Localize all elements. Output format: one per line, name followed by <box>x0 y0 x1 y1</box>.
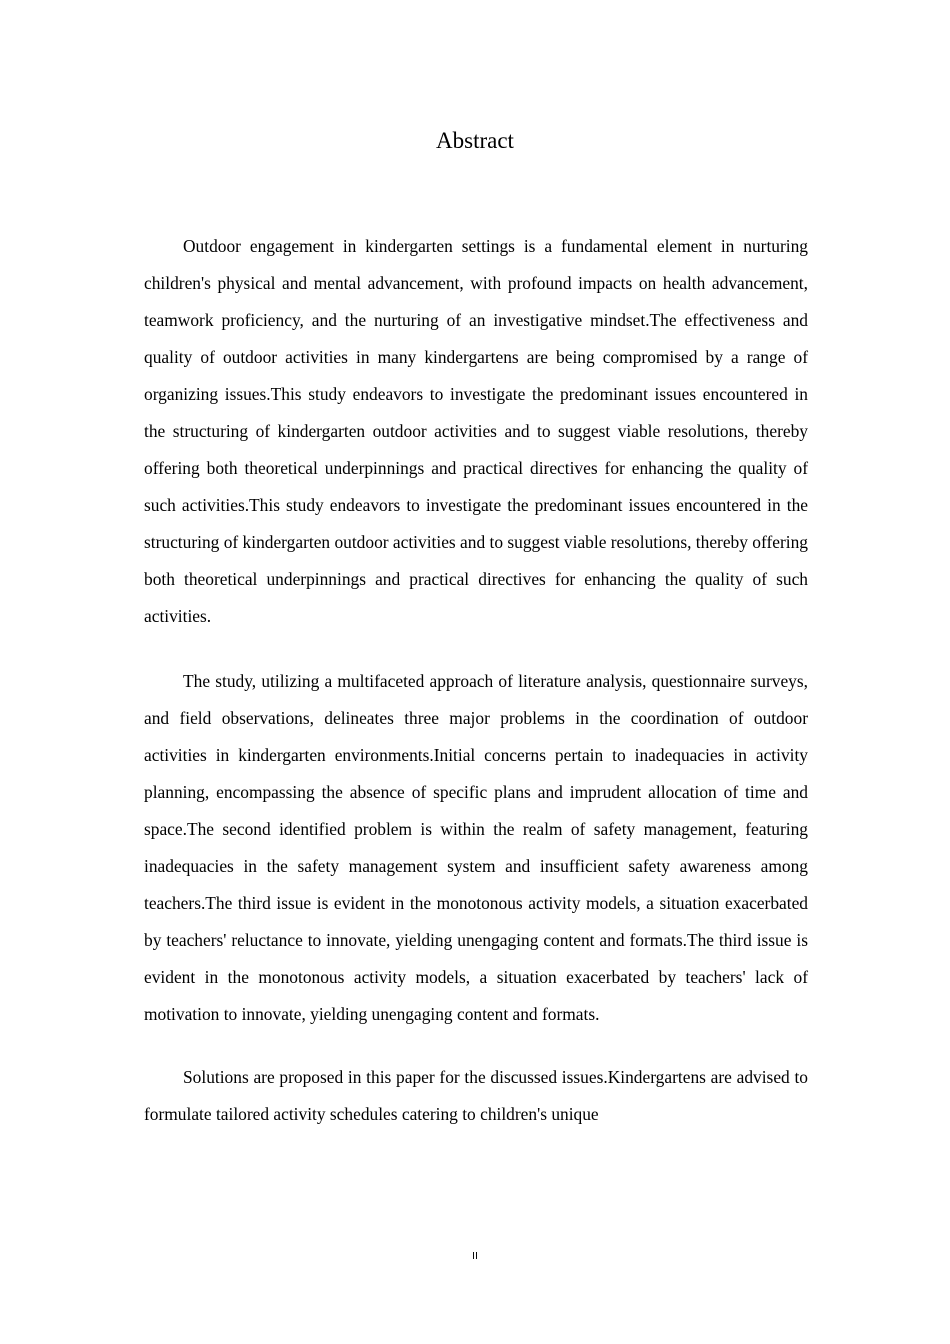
page-title: Abstract <box>436 128 514 153</box>
abstract-paragraph-1: Outdoor engagement in kindergarten settings is a fundamental element in nurturing children's physical and mental advancement, with profound impacts on health advancement, teamwork proficiency, and the nurturing of an investigative mindset.The effectiveness and quality of outdoor activities in many kindergartens are being compromised by a range of organizing issues.This study endeavors to investigate the predominant issues encountered in the structuring of kindergarten outdoor activities and to suggest viable resolutions, thereby offering both theoretical underpinnings and practical directives for enhancing the quality of such activities.This study endeavors to investigate the predominant issues encountered in the structuring of kindergarten outdoor activities and to suggest viable resolutions, thereby offering both theoretical underpinnings and practical directives for enhancing the quality of such activities. <box>144 236 808 626</box>
abstract-body <box>144 228 808 1133</box>
page-number: II <box>472 1251 478 1262</box>
abstract-paragraph-2: The study, utilizing a multifaceted approach of literature analysis, questionnaire surveys, and field observations, delineates three major problems in the coordination of outdoor activities in kindergarten environments.Initial concerns pertain to inadequacies in activity planning, encompassing the absence of specific plans and imprudent allocation of time and space.The second identified problem is within the realm of safety management, featuring inadequacies in the safety management system and insufficient safety awareness among teachers.The third issue is evident in the monotonous activity models, a situation exacerbated by teachers' reluctance to innovate, yielding unengaging content and formats.The third issue is evident in the monotonous activity models, a situation exacerbated by teachers' lack of motivation to innovate, yielding unengaging content and formats. <box>144 671 808 1024</box>
abstract-paragraph-3: Solutions are proposed in this paper for the discussed issues.Kindergartens are advised to formulate tailored activity schedules catering to children's unique <box>144 1067 808 1124</box>
